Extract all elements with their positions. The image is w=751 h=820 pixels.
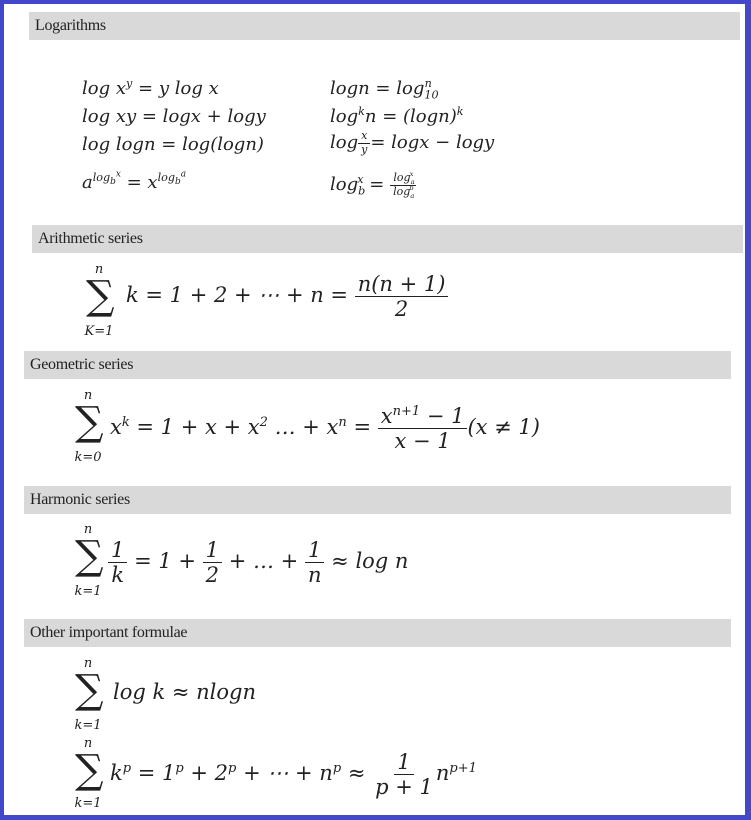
section-header-geometric-series: Geometric series — [24, 351, 731, 379]
section-header-other-formulae: Other important formulae — [24, 619, 731, 647]
sum-upper-limit: n — [94, 262, 104, 277]
sigma-symbol: ∑ — [75, 747, 104, 793]
formula-sum-log: log k ≈ nlogn — [113, 680, 257, 704]
formula-log-product: log xy = logx + logy — [82, 106, 266, 127]
formula-harmonic-series: $\frac{1}{k}$ = 1 + $\frac{1}{2}$ + … + $\frac{1}{n}$ ≈ log n — [108, 538, 408, 587]
formula-log-log: log logn = log(logn) — [82, 134, 264, 155]
section-header-harmonic-series: Harmonic series — [24, 486, 731, 514]
sum-upper-limit: n — [83, 522, 93, 537]
formula-geometric-series: $x^k = 1 + x + x^2$ … + $x^n$ = $\frac{x^{n+1} - 1}{x - 1}$ (x ≠ 1) — [110, 404, 540, 454]
sum-upper-limit: n — [83, 736, 93, 751]
formula-log-change-base: $\log_b^x$ = $\frac{\log_a^x}{\log_a^b}$ — [330, 170, 415, 200]
sigma-symbol: ∑ — [75, 399, 104, 445]
formula-log-power: $\log x^y = y$ log x — [82, 77, 219, 99]
sum-upper-limit: n — [83, 656, 93, 671]
sigma-symbol: ∑ — [75, 533, 104, 579]
sigma-symbol: ∑ — [75, 667, 104, 713]
formula-log-exponent: $\log^kn = (\log n)^k$ — [330, 105, 464, 127]
sum-lower-limit: k=1 — [74, 718, 102, 733]
sum-lower-limit: k=1 — [74, 584, 102, 599]
formula-sum-power: $k^p = 1^p + 2^p$ + ⋯ + $n^p$ ≈ $\frac{1}{p + 1}$ $n^{p+1}$ — [110, 750, 477, 800]
sum-lower-limit: k=0 — [74, 450, 102, 465]
formula-log-base10: $\log n = \log_{10}^n$ — [330, 77, 439, 102]
sum-upper-limit: n — [83, 388, 93, 403]
sum-lower-limit: K=1 — [84, 324, 114, 339]
sigma-symbol: ∑ — [86, 273, 115, 319]
section-header-logarithms: Logarithms — [29, 12, 740, 40]
formula-log-quotient: log $\frac{x}{y}$ = logx − logy — [330, 129, 495, 156]
formula-log-swap: $a^{log_b^x} = x^{log_b^a}$ — [82, 169, 187, 193]
section-header-arithmetic-series: Arithmetic series — [32, 225, 743, 253]
sum-lower-limit: k=1 — [74, 796, 102, 811]
formula-arithmetic-series: k = 1 + 2 + ⋯ + n = $\frac{n(n + 1)}{2}$ — [126, 272, 448, 321]
